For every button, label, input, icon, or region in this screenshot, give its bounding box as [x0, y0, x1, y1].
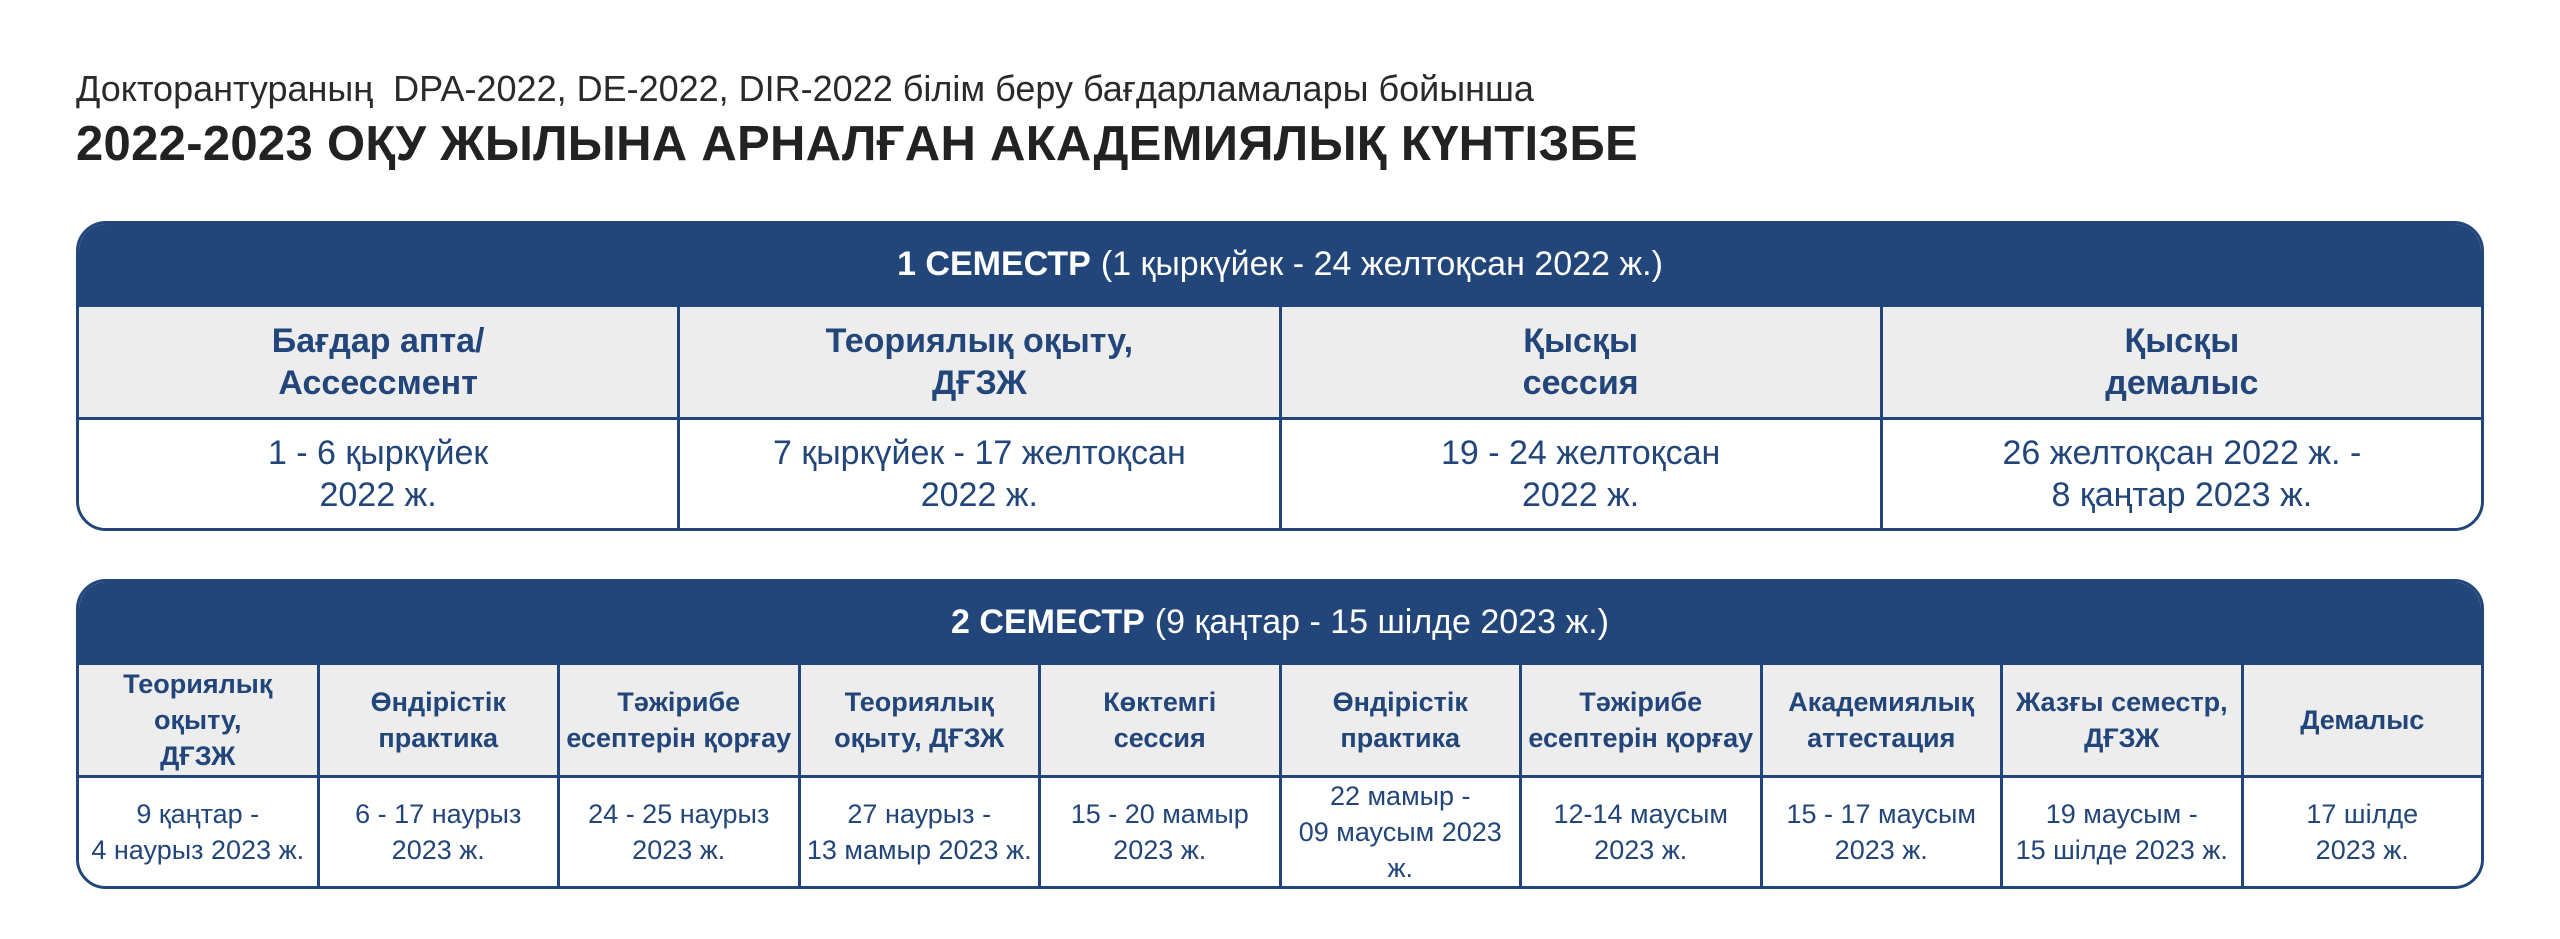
cell-label: Академиялық аттестация: [1788, 687, 1975, 753]
table-cell: [677, 420, 1278, 528]
cell-value: 15 - 17 маусым 2023 ж.: [1786, 799, 1976, 865]
semester-1-table: [76, 221, 2484, 531]
cell-value: 26 желтоқсан 2022 ж. - 8 қаңтар 2023 ж.: [2002, 434, 2362, 514]
cell-label: Тәжірибе есептерін қорғау: [566, 687, 792, 753]
table-cell: [1880, 307, 2481, 417]
table-cell: [1279, 307, 1880, 417]
cell-value: 12-14 маусым 2023 ж.: [1553, 799, 1728, 865]
semester-2-value-row: [79, 775, 2481, 886]
cell-value: 24 - 25 наурыз 2023 ж.: [588, 799, 770, 865]
table-cell: [2241, 778, 2482, 886]
semester-2-header: [79, 582, 2481, 662]
cell-label: Теориялық оқыту, ДҒЗЖ: [834, 687, 1005, 753]
table-cell: [1519, 665, 1760, 775]
semester-2-name: 2 СЕМЕСТР: [951, 602, 1145, 641]
document-subtitle: Докторантураның DPA-2022, DE-2022, DIR-2022 білім беру бағдарламалары бойынша: [76, 68, 1534, 109]
table-cell: [2000, 778, 2241, 886]
table-cell: [1519, 778, 1760, 886]
cell-value: 17 шілде 2023 ж.: [2306, 799, 2419, 865]
cell-value: 6 - 17 наурыз 2023 ж.: [355, 799, 522, 865]
cell-value: 22 мамыр - 09 маусым 2023 ж.: [1298, 781, 1502, 883]
table-cell: [79, 778, 317, 886]
table-cell: [1038, 778, 1279, 886]
semester-1-header: [79, 224, 2481, 304]
table-cell: [557, 778, 798, 886]
cell-value: 15 - 20 мамыр 2023 ж.: [1070, 799, 1249, 865]
cell-value: 19 - 24 желтоқсан 2022 ж.: [1440, 434, 1721, 514]
cell-value: 27 наурыз - 13 мамыр 2023 ж.: [806, 799, 1032, 865]
cell-label: Көктемгі сессия: [1103, 687, 1217, 753]
cell-label: Тәжірибе есептерін қорғау: [1528, 687, 1754, 753]
semester-2-label-row: [79, 662, 2481, 775]
semester-1-label-row: [79, 304, 2481, 417]
table-cell: [2241, 665, 2482, 775]
table-cell: [1279, 420, 1880, 528]
table-cell: [798, 778, 1039, 886]
cell-value: 19 маусым - 15 шілде 2023 ж.: [2015, 799, 2228, 865]
semester-1-name: 1 СЕМЕСТР: [897, 244, 1091, 283]
table-cell: [1880, 420, 2481, 528]
cell-value: 7 қыркүйек - 17 желтоқсан 2022 ж.: [773, 434, 1186, 514]
cell-label: Қысқы сессия: [1522, 322, 1639, 402]
cell-value: 9 қаңтар - 4 наурыз 2023 ж.: [91, 799, 305, 865]
cell-label: Жазғы семестр, ДҒЗЖ: [2015, 687, 2228, 753]
table-cell: [1279, 665, 1520, 775]
cell-label: Демалыс: [2300, 705, 2425, 735]
table-cell: [557, 665, 798, 775]
table-cell: [79, 420, 677, 528]
cell-label: Өндірістік практика: [1332, 687, 1468, 753]
cell-label: Теориялық оқыту, ДҒЗЖ: [825, 322, 1134, 402]
table-cell: [798, 665, 1039, 775]
semester-1-value-row: [79, 417, 2481, 528]
table-cell: [1038, 665, 1279, 775]
cell-label: Қысқы демалыс: [2105, 322, 2259, 402]
cell-value: 1 - 6 қыркүйек 2022 ж.: [267, 434, 489, 514]
table-cell: [317, 665, 558, 775]
table-cell: [1760, 665, 2001, 775]
table-cell: [677, 307, 1278, 417]
semester-2-table: [76, 579, 2484, 889]
semester-1-period: (1 қыркүйек - 24 желтоқсан 2022 ж.): [1100, 244, 1663, 283]
table-cell: [317, 778, 558, 886]
table-cell: [79, 307, 677, 417]
document-title: 2022-2023 ОҚУ ЖЫЛЫНА АРНАЛҒАН АКАДЕМИЯЛЫҚ КҮНТІЗБЕ: [76, 117, 1638, 171]
cell-label: Өндірістік практика: [370, 687, 506, 753]
table-cell: [2000, 665, 2241, 775]
table-cell: [79, 665, 317, 775]
table-cell: [1760, 778, 2001, 886]
semester-2-period: (9 қаңтар - 15 шілде 2023 ж.): [1154, 602, 1609, 641]
table-cell: [1279, 778, 1520, 886]
cell-label: Теориялық оқыту, ДҒЗЖ: [123, 669, 273, 771]
cell-label: Бағдар апта/ Ассессмент: [271, 322, 485, 402]
